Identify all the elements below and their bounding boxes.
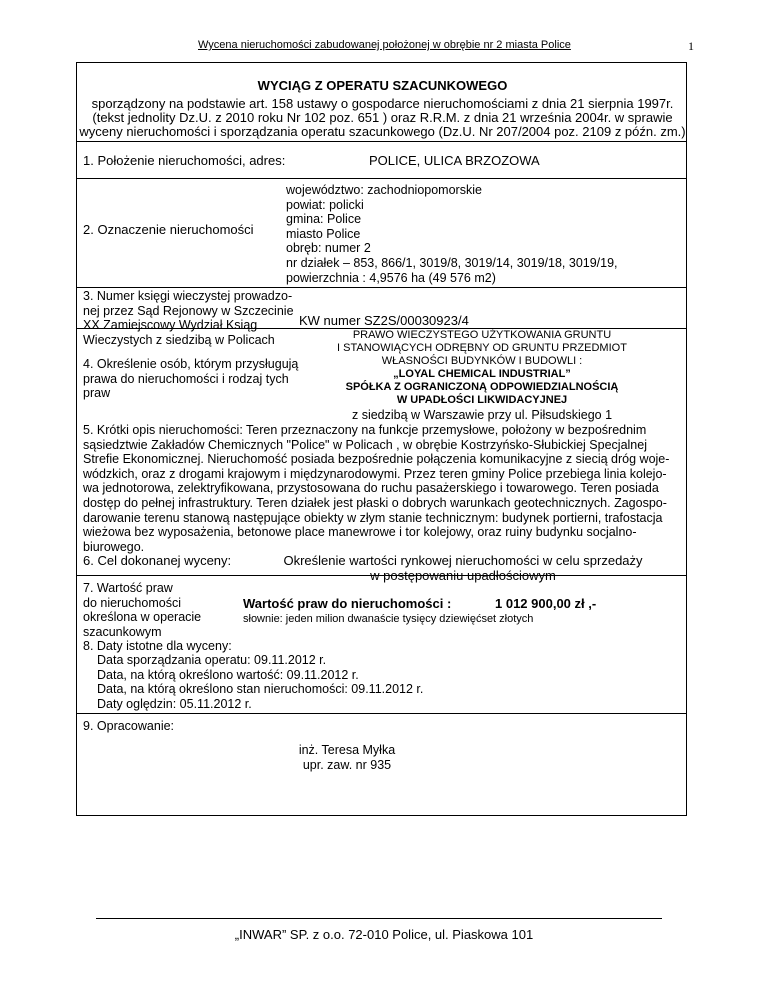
section5-description [83, 423, 681, 554]
section6-label: 6. Cel dokonanej wyceny: [83, 553, 232, 568]
divider [77, 287, 686, 288]
section5-line: dostęp do pełnej infrastruktury. Teren działek jest płaski o dobrych warunkach geotechnicznych. Zagospo- [83, 495, 667, 510]
section7-label [83, 581, 201, 639]
section8-line: Data, na którą określono stan nieruchomości: 09.11.2012 r. [97, 682, 424, 697]
page-header [0, 39, 768, 55]
section4-label-line: 4. Określenie osób, którym przysługują [83, 357, 299, 371]
section8-label: 8. Daty istotne dla wyceny: [83, 639, 232, 653]
section4-label-line: prawa do nieruchomości i rodzaj tych [83, 371, 289, 386]
section4-right-line: PRAWO WIECZYSTEGO UŻYTKOWANIA GRUNTU [352, 329, 612, 341]
company-name-line: W UPADŁOŚCI LIKWIDACYJNEJ [396, 394, 568, 406]
author-license: upr. zaw. nr 935 [302, 757, 392, 772]
section3-value: KW numer SZ2S/00030923/4 [299, 313, 469, 328]
intro-line-1: sporządzony na podstawie art. 158 ustawy o gospodarce nieruchomościami z dnia 21 sierpnia 1997r. [91, 96, 674, 111]
section5-line: wódzkich, oraz z drogami krajowym i międzynarodowymi. Przez teren gminy Police przebiega linia kolejo- [83, 466, 667, 481]
section1-value: POLICE, ULICA BRZOZOWA [369, 153, 540, 168]
section9-label: 9. Opracowanie: [83, 719, 175, 733]
divider [77, 178, 686, 179]
section3-label-line: XX Zamiejscowy Wydział Ksiąg [83, 318, 258, 333]
divider [77, 575, 686, 576]
company-name-line: „LOYAL CHEMICAL INDUSTRIAL” [393, 368, 571, 380]
page-footer: „INWAR” SP. z o.o. 72-010 Police, ul. Piaskowa 101 [234, 927, 534, 942]
section5-line: sąsiedztwie Zakładów Chemicznych "Police" w Policach , w obrębie Kostrzyńsko-Słubickiej Specjalnej [83, 437, 647, 452]
section5-line: wa jednotorowa, zelektryfikowana, przystosowana do ruchu pasażerskiego i towarowego. Teren posiada [83, 481, 659, 496]
section5-line: darowanie terenu stanową następujące obiekty w złym stanie technicznym: budynek portierni, trafostacja [83, 510, 663, 525]
section6-line: Określenie wartości rynkowej nieruchomości w celu sprzedaży [283, 553, 643, 568]
section3-label-line: 3. Numer księgi wieczystej prowadzo- [83, 289, 293, 303]
section5-line: Strefie Ekonomicznej. Nieruchomość posiada bezpośrednie połączenia komunikacyjne z siecią dróg woje- [83, 452, 670, 467]
section2-line: powiat: policki [286, 197, 364, 212]
section3-label-line: nej przez Sąd Rejonowy w Szczecinie [83, 303, 294, 318]
document-title: WYCIĄG Z OPERATU SZACUNKOWEGO [257, 78, 508, 93]
value-label: Wartość praw do nieruchomości : [243, 596, 452, 611]
section5-line: biurowego. [83, 539, 145, 554]
section7-label-line: określona w operacie [83, 610, 202, 625]
section2-label: 2. Oznaczenie nieruchomości [83, 222, 254, 237]
footer-divider [96, 918, 662, 919]
section3-label-line: Wieczystych z siedzibą w Policach [83, 332, 275, 347]
section2-line: miasto Police [286, 226, 361, 241]
section7-label-line: 7. Wartość praw [83, 581, 173, 595]
page-number: 1 [688, 39, 694, 53]
company-name-line: SPÓŁKA Z OGRANICZONĄ ODPOWIEDZIALNOŚCIĄ [345, 381, 619, 393]
section2-line: obręb: numer 2 [286, 241, 371, 256]
author-name: inż. Teresa Myłka [298, 743, 396, 757]
section7-label-line: szacunkowym [83, 624, 162, 639]
section1-label: 1. Położenie nieruchomości, adres: [83, 153, 286, 168]
document-frame [76, 62, 687, 816]
intro-line-2: (tekst jednolity Dz.U. z 2010 roku Nr 102 poz. 651 ) oraz R.R.M. z dnia 21 września 2004r. w sprawie [92, 110, 673, 125]
value-in-words: słownie: jeden milion dwanaście tysięcy dziewięćset złotych [243, 613, 534, 625]
section2-line: powierzchnia : 4,9576 ha (49 576 m2) [286, 270, 496, 285]
section4-right-line: WŁASNOŚCI BUDYNKÓW I BUDOWLI : [381, 355, 583, 367]
section6-line: w postępowaniu upadłościowym [370, 568, 556, 583]
section2-line: województwo: zachodniopomorskie [286, 183, 482, 197]
section5-line: 5. Krótki opis nieruchomości: Teren przeznaczony na funkcje przemysłowe, położony w bezpośrednim [83, 423, 647, 437]
company-seat: z siedzibą w Warszawie przy ul. Piłsudskiego 1 [351, 408, 613, 422]
section4-label [83, 357, 298, 401]
section3-label [83, 289, 294, 347]
divider [77, 141, 686, 142]
header-title: Wycena nieruchomości zabudowanej położonej w obrębie nr 2 miasta Police [198, 39, 571, 51]
section7-label-line: do nieruchomości [83, 595, 181, 610]
section8-line: Data sporządzania operatu: 09.11.2012 r. [97, 653, 327, 667]
intro-line-3: wyceny nieruchomości i sporządzania operatu szacunkowego (Dz.U. Nr 207/2004 poz. 2109 z późn. zm.) [79, 124, 686, 139]
section4-label-line: praw [83, 386, 111, 401]
section8-dates [97, 653, 423, 711]
section8-line: Data, na którą określono wartość: 09.11.2012 r. [97, 667, 359, 682]
divider [77, 713, 686, 714]
section4-value [283, 329, 681, 423]
section2-values [286, 183, 618, 285]
section8-line: Daty oględzin: 05.11.2012 r. [97, 696, 252, 711]
value-amount: 1 012 900,00 zł ,- [495, 596, 597, 611]
section4-right-line: I STANOWIĄCYCH ODRĘBNY OD GRUNTU PRZEDMIOT [337, 342, 627, 354]
section5-line: wieżowa bez wyposażenia, betonowe place manewrowe i tor kolejowy, oraz ruiny budynku socjalno- [83, 525, 637, 540]
section6-value [283, 553, 643, 583]
section2-line: nr działek – 853, 866/1, 3019/8, 3019/14, 3019/18, 3019/19, [286, 255, 618, 270]
section2-line: gmina: Police [286, 212, 362, 227]
section9-signature [267, 743, 427, 772]
